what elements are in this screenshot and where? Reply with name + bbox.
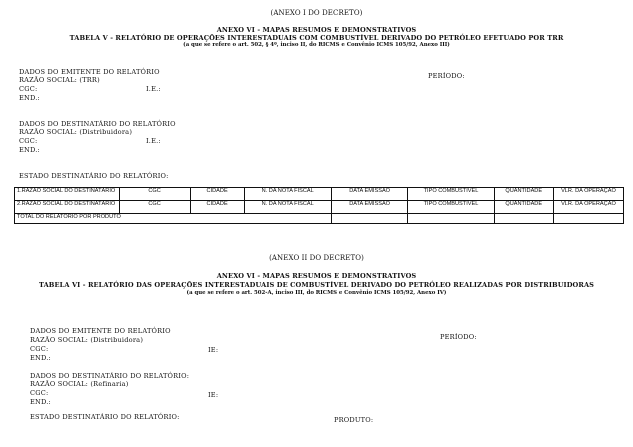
annex2-emitente-ie: IE: [208,346,219,354]
annex1-destinatario-end: END.: [19,146,40,154]
annex2-destinatario-heading: DADOS DO DESTINATÁRIO DO RELATÓRIO: [30,372,190,380]
table-cell [331,214,408,224]
table-cell: TIPO COMBUSTÍVEL [408,201,494,214]
annex2-annex-title: ANEXO VI - MAPAS RESUMOS E DEMONSTRATIVOS [216,272,417,280]
annex1-emitente-razao: RAZÃO SOCIAL: (TRR) [19,76,100,84]
annex1-emitente-heading: DADOS DO EMITENTE DO RELATÓRIO [19,68,160,76]
table-cell: CGC [119,201,190,214]
report-table [14,187,624,224]
annex2-table-title: TABELA VI - RELATÓRIO DAS OPERAÇÕES INTERESTADUAIS DE COMBUSTÍVEL DERIVADO DO PETRÓLEO REALIZADAS POR DISTRIBUIDORAS [38,281,595,289]
annex1-reference: (a que se refere o art. 502, § 4º, inciso II, do RICMS e Convênio ICMS 105/92, Anexo III) [183,42,450,48]
table-cell: CGC [119,188,190,201]
table-cell: QUANTIDADE [494,188,553,201]
annex2-emitente-heading: DADOS DO EMITENTE DO RELATÓRIO [30,327,171,335]
annex1-emitente-ie: I.E.: [146,85,161,93]
table-cell [553,214,623,224]
annex2-periodo: PERÍODO: [440,333,477,341]
annex2-destinatario-end: END.: [30,398,51,406]
annex1-emitente-cgc: CGC: [19,85,38,93]
table-cell: DATA EMISSÃO [331,201,408,214]
table-cell: TIPO COMBUSTÍVEL [408,188,494,201]
table-cell: CIDADE [190,188,244,201]
table-row [15,201,624,214]
annex2-produto: PRODUTO: [334,416,374,424]
annex1-destinatario-razao: RAZÃO SOCIAL: (Distribuidora) [19,128,133,136]
table-cell: N. DA NOTA FISCAL [244,201,331,214]
table-cell [408,214,494,224]
table-cell: N. DA NOTA FISCAL [244,188,331,201]
annex2-emitente-end: END.: [30,354,51,362]
annex1-annex-title: ANEXO VI - MAPAS RESUMOS E DEMONSTRATIVOS [216,26,417,34]
annex2-destinatario-razao: RAZÃO SOCIAL: (Refinaria) [30,380,129,388]
annex1-destinatario-ie: I.E.: [146,137,161,145]
annex2-emitente-cgc: CGC: [30,345,49,353]
table-cell [494,214,553,224]
annex2-destinatario-cgc: CGC: [30,389,49,397]
annex2-reference: (a que se refere o art. 502-A, inciso III, do RICMS e Convênio ICMS 105/92, Anexo IV) [186,290,447,296]
annex2-destinatario-ie: IE: [208,391,219,399]
table-cell: 1.RAZÃO SOCIAL DO DESTINATÁRIO [15,188,120,201]
annex1-estado: ESTADO DESTINATÁRIO DO RELATÓRIO: [19,172,169,180]
annex1-tag: (ANEXO I DO DECRETO) [270,9,363,17]
table-row [15,188,624,201]
table-cell: 2.RAZÃO SOCIAL DO DESTINATÁRIO [15,201,120,214]
annex2-estado: ESTADO DESTINATÁRIO DO RELATÓRIO: [30,413,180,421]
table-total-label: TOTAL DO RELATÓRIO POR PRODUTO [15,214,332,224]
annex1-emitente-end: END.: [19,94,40,102]
annex1-periodo: PERÍODO: [428,72,465,80]
table-cell: VLR. DA OPERAÇÃO [553,188,623,201]
table-cell: DATA EMISSÃO [331,188,408,201]
table-cell: QUANTIDADE [494,201,553,214]
table-cell: CIDADE [190,201,244,214]
annex2-tag: (ANEXO II DO DECRETO) [269,254,364,262]
annex1-destinatario-heading: DADOS DO DESTINATÁRIO DO RELATÓRIO [19,120,176,128]
annex1-destinatario-cgc: CGC: [19,137,38,145]
table-total-row [15,214,624,224]
annex2-emitente-razao: RAZÃO SOCIAL: (Distribuidora) [30,336,144,344]
table-cell: VLR. DA OPERAÇÃO [553,201,623,214]
annex1-table-title: TABELA V - RELATÓRIO DE OPERAÇÕES INTERESTADUAIS COM COMBUSTÍVEL DERIVADO DO PETRÓLEO EFETUADO POR TRR [69,34,564,42]
